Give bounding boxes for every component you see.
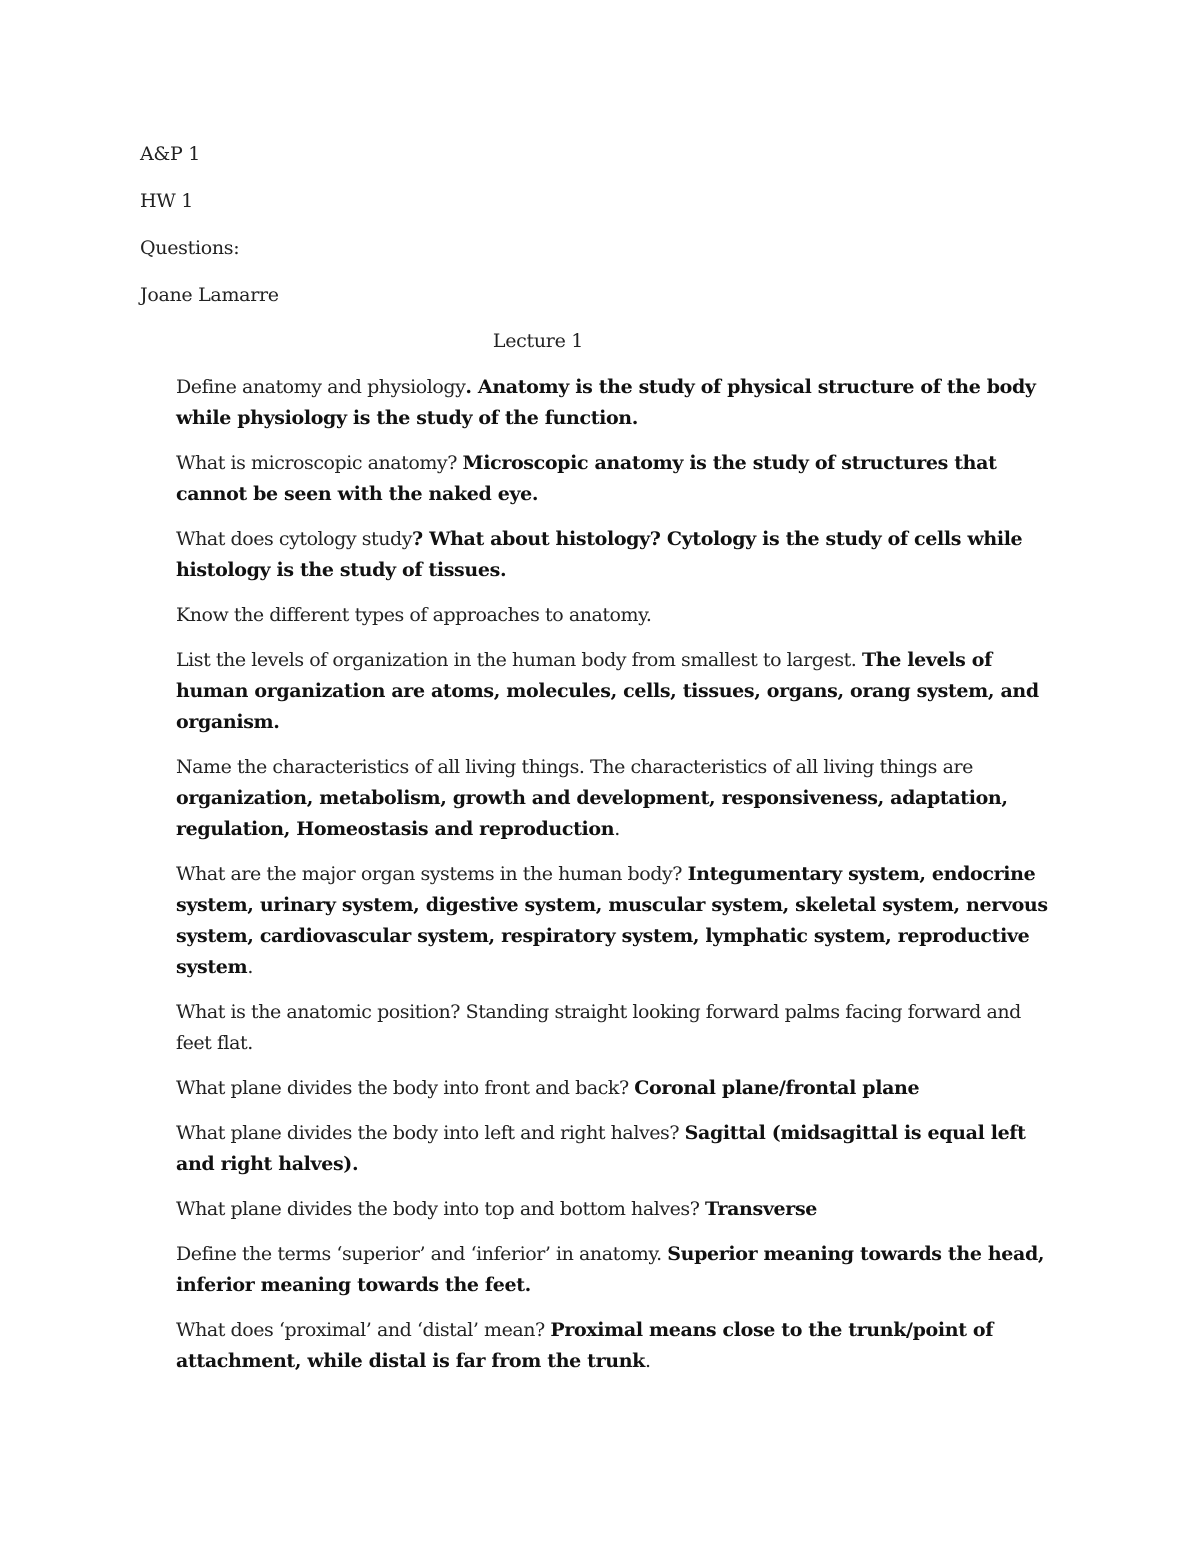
question-text: Know the different types of approaches to anatomy.: [176, 604, 652, 626]
answer-text: . Anatomy is the study of physical structure of the body while physiology is the study of the function.: [176, 376, 1036, 429]
answer-text: Coronal plane/frontal plane: [634, 1077, 920, 1099]
answer-text: Microscopic anatomy is the study of structures that cannot be seen with the naked eye.: [176, 452, 997, 505]
answer-text: Integumentary system, endocrine system, urinary system, digestive system, muscular system, skeletal system, nervous system, cardiovascular system, respiratory system, lymphatic system, reproductive system: [176, 863, 1048, 978]
answer-text: Transverse: [705, 1198, 818, 1220]
qa-item: [176, 1194, 1056, 1225]
question-text: Define the terms ‘superior’ and ‘inferior’ in anatomy.: [176, 1243, 668, 1265]
question-text: Name the characteristics of all living things. The characteristics of all living things are: [176, 756, 973, 778]
trailing-punctuation: .: [645, 1350, 651, 1372]
question-list: [176, 372, 1056, 1391]
question-text: What are the major organ systems in the human body?: [176, 863, 688, 885]
qa-item: [176, 1315, 1056, 1377]
qa-item: [176, 859, 1056, 983]
section-label: Questions:: [140, 237, 240, 259]
question-text: What plane divides the body into top and bottom halves?: [176, 1198, 706, 1220]
qa-item: [176, 997, 1056, 1059]
trailing-punctuation: .: [247, 956, 253, 978]
lecture-title: Lecture 1: [492, 330, 584, 352]
answer-text: Superior meaning towards the head, inferior meaning towards the feet.: [176, 1243, 1045, 1296]
qa-item: [176, 448, 1056, 510]
qa-item: [176, 600, 1056, 631]
answer-text: Sagittal (midsagittal is equal left and right halves).: [176, 1122, 1026, 1175]
question-text: What is the anatomic position? Standing straight looking forward palms facing forward and feet flat.: [176, 1001, 1021, 1054]
qa-item: [176, 524, 1056, 586]
question-text: What plane divides the body into left and right halves?: [176, 1122, 685, 1144]
qa-item: [176, 372, 1056, 434]
question-text: List the levels of organization in the human body from smallest to largest.: [176, 649, 862, 671]
course-title: A&P 1: [140, 143, 201, 165]
answer-text: organization, metabolism, growth and development, responsiveness, adaptation, regulation, Homeostasis and reproduction: [176, 787, 1008, 840]
question-text: What does ‘proximal’ and ‘distal’ mean?: [176, 1319, 551, 1341]
homework-label: HW 1: [140, 190, 194, 212]
answer-text: Proximal means close to the trunk/point of attachment, while distal is far from the trunk: [176, 1319, 994, 1372]
qa-item: [176, 1073, 1056, 1104]
answer-text: ? What about histology? Cytology is the study of cells while histology is the study of tissues.: [176, 528, 1023, 581]
question-text: What is microscopic anatomy?: [176, 452, 463, 474]
qa-item: [176, 1118, 1056, 1180]
qa-item: [176, 645, 1056, 738]
qa-item: [176, 1239, 1056, 1301]
student-name: Joane Lamarre: [140, 284, 279, 306]
qa-item: [176, 752, 1056, 845]
question-text: What does cytology study: [176, 528, 413, 550]
trailing-punctuation: .: [614, 818, 620, 840]
question-text: Define anatomy and physiology: [176, 376, 466, 398]
question-text: What plane divides the body into front and back?: [176, 1077, 635, 1099]
answer-text: The levels of human organization are atoms, molecules, cells, tissues, organs, orang system, and organism.: [176, 649, 1039, 733]
